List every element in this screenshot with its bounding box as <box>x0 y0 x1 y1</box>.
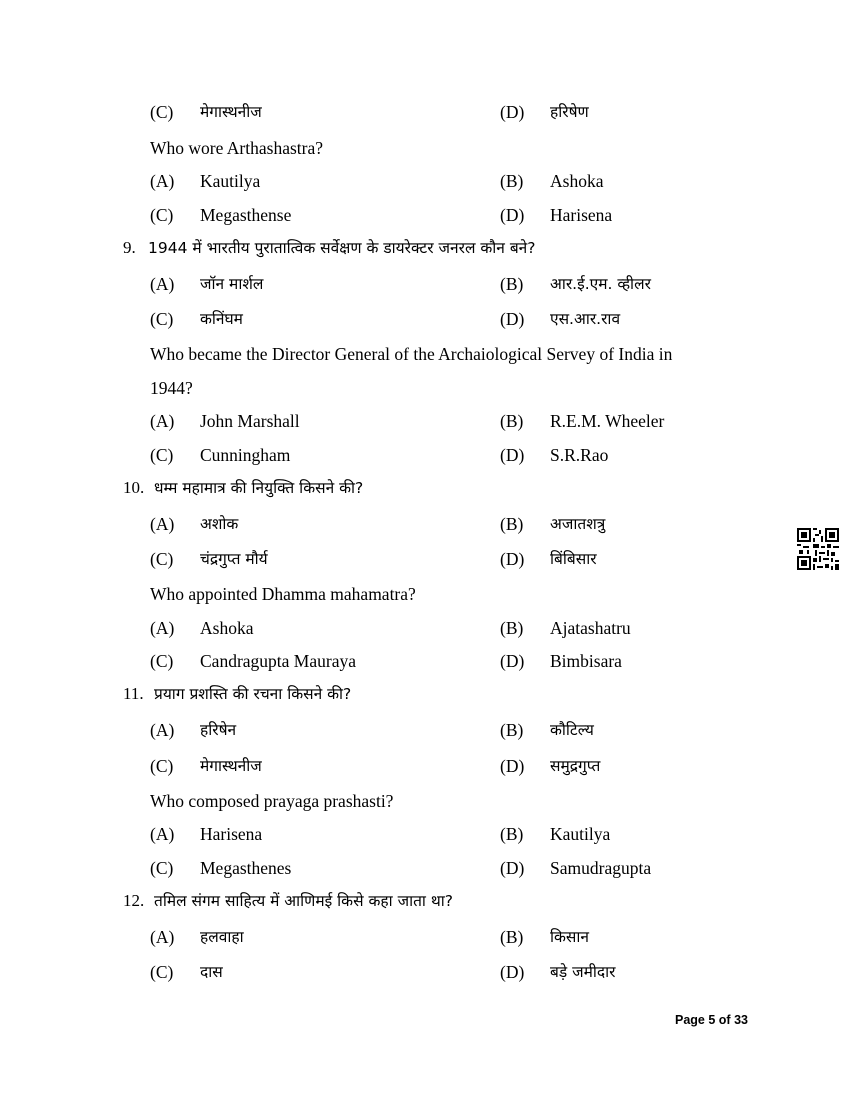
question-text-hindi: 1944 में भारतीय पुरातात्विक सर्वेक्षण के डायरेक्टर जनरल कौन बने? <box>148 239 536 257</box>
question-text-english: Who became the Director General of the Archaiological Servey of India in <box>150 344 673 364</box>
option-label: (D) <box>500 549 525 569</box>
footer-total-pages: 33 <box>734 1013 748 1027</box>
option-label: (D) <box>500 756 525 776</box>
option-text: अजातशत्रु <box>550 515 606 533</box>
option-label: (D) <box>500 962 525 982</box>
question-text-english: Who appointed Dhamma mahamatra? <box>150 584 416 604</box>
option-label: (A) <box>150 927 175 947</box>
option-text: हलवाहा <box>200 928 244 946</box>
option-label: (C) <box>150 102 174 122</box>
option-label: (C) <box>150 858 174 878</box>
option-text: बिंबिसार <box>550 550 597 568</box>
footer-current-page: 5 <box>708 1013 716 1027</box>
qr-code-icon <box>797 528 839 570</box>
option-label: (B) <box>500 927 524 947</box>
option-text: Cunningham <box>200 445 291 465</box>
option-text: Megasthenes <box>200 858 292 878</box>
option-label: (C) <box>150 309 174 329</box>
option-text: आर.ई.एम. व्हीलर <box>550 275 651 293</box>
option-label: (A) <box>150 411 175 431</box>
option-text: Megasthense <box>200 205 292 225</box>
question-number: 9. <box>123 238 136 257</box>
option-label: (D) <box>500 858 525 878</box>
option-label: (C) <box>150 445 174 465</box>
option-label: (B) <box>500 411 524 431</box>
option-text: मेगास्थनीज <box>200 757 262 775</box>
option-text: जॉन मार्शल <box>200 275 264 293</box>
question-number: 11. <box>123 684 144 703</box>
page-footer <box>675 1013 748 1027</box>
footer-of: of <box>715 1013 735 1027</box>
question-text-english: 1944? <box>150 378 193 398</box>
option-label: (B) <box>500 618 524 638</box>
option-label: (C) <box>150 205 174 225</box>
option-text: R.E.M. Wheeler <box>550 411 665 431</box>
option-label: (D) <box>500 445 525 465</box>
option-text: Bimbisara <box>550 651 622 671</box>
option-text: Candragupta Mauraya <box>200 651 356 671</box>
footer-prefix: Page <box>675 1013 709 1027</box>
option-label: (A) <box>150 720 175 740</box>
option-text: किसान <box>550 928 590 946</box>
option-label: (D) <box>500 651 525 671</box>
option-label: (A) <box>150 514 175 534</box>
option-text: Ajatashatru <box>550 618 631 638</box>
option-label: (B) <box>500 824 524 844</box>
option-text: बड़े जमीदार <box>550 963 616 981</box>
question-text-hindi: प्रयाग प्रशस्ति की रचना किसने की? <box>154 685 352 703</box>
option-label: (C) <box>150 962 174 982</box>
option-text: Ashoka <box>550 171 604 191</box>
option-text: कौटिल्य <box>550 721 594 739</box>
option-label: (A) <box>150 618 175 638</box>
option-text: Kautilya <box>550 824 611 844</box>
question-text-hindi: धम्म महामात्र की नियुक्ति किसने की? <box>154 479 364 497</box>
option-text: अशोक <box>200 515 239 533</box>
option-text: Samudragupta <box>550 858 652 878</box>
option-text: Harisena <box>550 205 613 225</box>
option-text: हरिषेन <box>200 721 237 739</box>
option-label: (D) <box>500 205 525 225</box>
question-text-english: Who wore Arthashastra? <box>150 138 323 158</box>
option-text: S.R.Rao <box>550 445 609 465</box>
question-number: 10. <box>123 478 145 497</box>
option-text: मेगास्थनीज <box>200 103 262 121</box>
option-label: (C) <box>150 651 174 671</box>
option-text: चंद्रगुप्त मौर्य <box>200 550 268 568</box>
option-text: Ashoka <box>200 618 254 638</box>
option-label: (A) <box>150 274 175 294</box>
option-text: Kautilya <box>200 171 261 191</box>
question-number: 12. <box>123 891 145 910</box>
option-label: (C) <box>150 756 174 776</box>
option-label: (B) <box>500 171 524 191</box>
option-text: दास <box>200 963 223 981</box>
option-text: कनिंघम <box>200 310 243 328</box>
option-label: (B) <box>500 720 524 740</box>
option-text: हरिषेण <box>550 103 589 121</box>
option-label: (B) <box>500 274 524 294</box>
option-label: (D) <box>500 309 525 329</box>
option-text: एस.आर.राव <box>550 310 621 328</box>
option-text: Harisena <box>200 824 263 844</box>
question-text-english: Who composed prayaga prashasti? <box>150 791 394 811</box>
option-text: John Marshall <box>200 411 300 431</box>
option-label: (B) <box>500 514 524 534</box>
option-text: समुद्रगुप्त <box>550 757 601 775</box>
option-label: (D) <box>500 102 525 122</box>
option-label: (C) <box>150 549 174 569</box>
option-label: (A) <box>150 171 175 191</box>
option-label: (A) <box>150 824 175 844</box>
question-text-hindi: तमिल संगम साहित्य में आणिमई किसे कहा जाता था? <box>154 892 454 910</box>
